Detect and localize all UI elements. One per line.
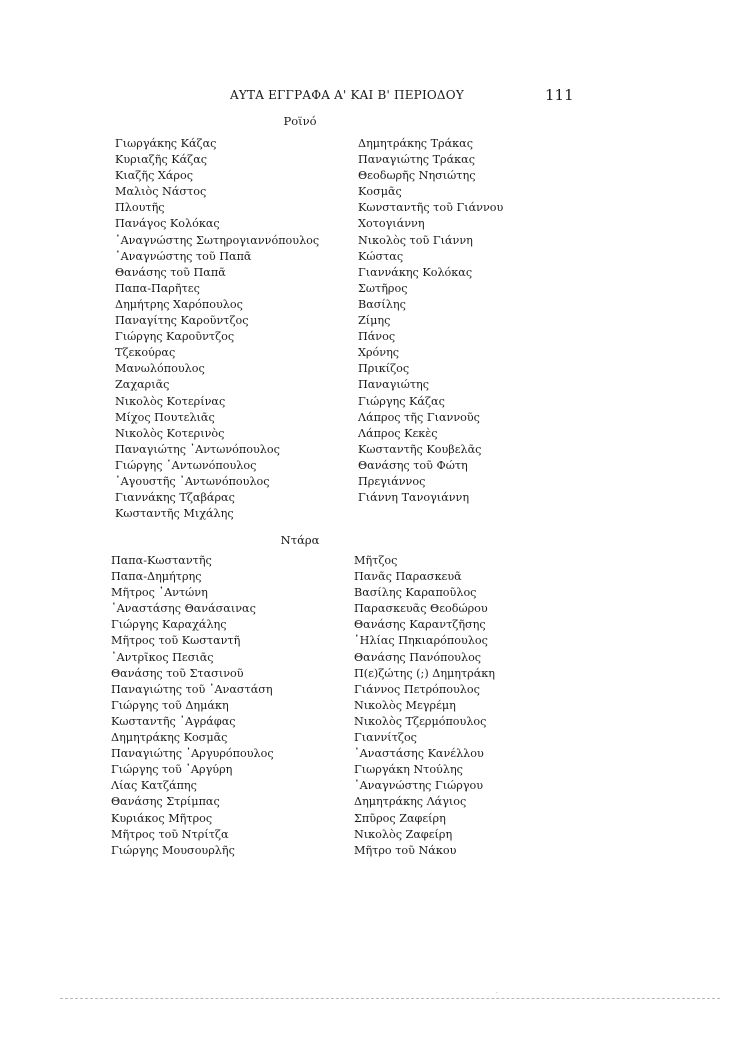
name-entry: Μίχος Πουτελιᾶς	[115, 410, 215, 424]
name-entry: Λίας Κατζάπης	[111, 779, 197, 793]
name-entry: Χοτογιάννη	[358, 217, 425, 231]
page-header	[0, 88, 744, 108]
name-entry: Παρασκευᾶς Θεοδώρου	[354, 602, 488, 616]
name-entry: Πανᾶς Παρασκευᾶ	[354, 570, 462, 584]
name-entry: Πρικίζος	[358, 362, 410, 376]
name-entry: Νικολὸς Ζαφείρη	[354, 827, 453, 841]
name-entry: Πλουτῆς	[115, 201, 165, 215]
name-entry: Δημητράκης Τράκας	[358, 137, 473, 150]
section-title-roino: Ροϊνό	[283, 114, 317, 128]
ntara-left-column	[111, 553, 274, 859]
name-entry: Κοσμᾶς	[358, 185, 402, 199]
name-entry: ᾽Αναγνώστης Σωτηρογιαννόπουλος	[115, 233, 320, 247]
name-entry: Γιώργης τοῦ Δημάκη	[111, 698, 229, 712]
name-entry: Μῆτρο τοῦ Νάκου	[354, 843, 457, 857]
name-entry: Κωσταντῆς ᾽Αγράφας	[111, 714, 236, 728]
footer-mark: ·	[496, 990, 498, 997]
running-title: ΑΥΤΑ ΕΓΓΡΑΦΑ Α' ΚΑΙ Β' ΠΕΡΙΟΔΟΥ	[230, 88, 464, 102]
name-entry: Μῆτρος ᾽Αντώνη	[111, 586, 208, 600]
name-entry: Κυριάκος Μῆτρος	[111, 811, 213, 825]
name-entry: Θανάσης τοῦ Φώτη	[358, 458, 468, 472]
name-entry: Λάπρος τῆς Γιαννοῦς	[358, 410, 480, 424]
name-entry: ῾Ηλίας Πηκιαρόπουλος	[354, 634, 488, 648]
name-entry: Βασίλης	[358, 297, 406, 311]
name-entry: ᾽Αναστάσης Θανάσαινας	[111, 602, 256, 616]
name-entry: Γιαννίτζος	[354, 731, 417, 745]
name-entry: Γιαννάκης Τζαβάρας	[115, 491, 235, 505]
section-title-ntara: Ντάρα	[280, 533, 320, 547]
name-entry: Γιωργάκη Ντούλης	[354, 763, 463, 777]
name-entry: Νικολὸς Τζερμόπουλος	[354, 714, 487, 728]
name-entry: ᾽Αντρῖκος Πεσιᾶς	[111, 650, 214, 664]
name-entry: Γιώργης Κάζας	[358, 394, 445, 408]
name-entry: Παναγιώτης ᾽Αντωνόπουλος	[115, 442, 280, 456]
name-entry: ᾽Αναστάσης Κανέλλου	[354, 747, 484, 761]
name-entry: Κιαζῆς Χάρος	[115, 169, 193, 183]
name-entry: Μῆτζος	[354, 554, 398, 567]
name-entry: Πάνος	[358, 330, 396, 344]
name-entry: Παπα-Κωσταντῆς	[111, 554, 212, 567]
name-entry: Σπῦρος Ζαφείρη	[354, 811, 446, 825]
ntara-right-column	[354, 553, 495, 859]
name-entry: Τζεκούρας	[115, 346, 176, 360]
name-entry: Νικολὸς τοῦ Γιάννη	[358, 233, 473, 247]
name-entry: ᾽Αγουστῆς ᾽Αντωνόπουλος	[115, 474, 270, 488]
name-entry: Θανάσης Πανόπουλος	[354, 650, 482, 664]
name-entry: Θανάσης Καραντζῆσης	[354, 618, 486, 632]
name-entry: Θανάσης τοῦ Στασινοῦ	[111, 666, 244, 680]
name-entry: Παναγιώτης τοῦ ᾽Αναστάση	[111, 682, 273, 696]
page-number: 111	[545, 86, 574, 104]
name-entry: Γιώργης τοῦ ᾽Αργύρη	[111, 763, 233, 777]
footer-rule	[60, 998, 720, 999]
name-entry: Κωσταντῆς Μιχάλης	[115, 507, 234, 521]
name-entry: Γιώργης Καροῦντζος	[115, 330, 235, 344]
name-entry: Νικολὸς Μεγρέμη	[354, 698, 456, 712]
name-entry: Ζίμης	[358, 314, 391, 328]
name-entry: Χρόνης	[358, 346, 400, 360]
name-entry: Θεοδωρῆς Νησιώτης	[358, 169, 476, 183]
name-entry: Νικολὸς Κοτερίνας	[115, 394, 226, 408]
name-entry: Βασίλης Καραποῦλος	[354, 586, 477, 600]
name-entry: Θανάσης Στρίμπας	[111, 795, 220, 809]
name-entry: Κωνσταντῆς τοῦ Γιάννου	[358, 201, 504, 215]
name-entry: Δημήτρης Χαρόπουλος	[115, 297, 243, 311]
name-entry: Νικολὸς Κοτερινὸς	[115, 426, 225, 440]
name-entry: Παπα-Δημήτρης	[111, 570, 202, 584]
name-entry: Μῆτρος τοῦ Κωσταντῆ	[111, 634, 241, 648]
name-entry: Γιαννάκης Κολόκας	[358, 265, 473, 279]
name-entry: Μανωλόπουλος	[115, 362, 205, 376]
name-entry: Π(ε)ζώτης (;) Δημητράκη	[354, 666, 496, 680]
name-entry: Σωτῆρος	[358, 281, 408, 295]
name-entry: Παναγιώτης Τράκας	[358, 153, 475, 167]
name-entry: Πανάγος Κολόκας	[115, 217, 220, 231]
name-entry: Κυριαζῆς Κάζας	[115, 153, 208, 167]
name-entry: Γιώργης Καραχάλης	[111, 618, 227, 632]
roino-left-column	[115, 136, 319, 522]
name-entry: ᾽Αναγνώστης τοῦ Παπᾶ	[115, 249, 252, 263]
name-entry: Παπα-Παρῆτες	[115, 281, 200, 295]
name-entry: Παναγιώτης	[358, 378, 430, 392]
name-entry: Δημητράκης Λάγιος	[354, 795, 467, 809]
name-entry: Δημητράκης Κοσμᾶς	[111, 731, 228, 745]
name-entry: Ζαχαριᾶς	[115, 378, 170, 392]
name-entry: Γιώργης ᾽Αντωνόπουλος	[115, 458, 257, 472]
name-entry: Παναγιώτης ᾽Αργυρόπουλος	[111, 747, 274, 761]
name-entry: ᾽Αναγνώστης Γιώργου	[354, 779, 484, 793]
name-entry: Κωσταντῆς Κουβελᾶς	[358, 442, 482, 456]
name-entry: Γιώργης Μουσουρλῆς	[111, 843, 235, 857]
roino-right-column	[358, 136, 503, 506]
name-entry: Παναγίτης Καροῦντζος	[115, 314, 249, 328]
name-entry: Κώστας	[358, 249, 404, 263]
name-entry: Γιάννη Τανογιάννη	[358, 491, 470, 505]
name-entry: Γιάννος Πετρόπουλος	[354, 682, 480, 696]
name-entry: Λάπρος Κεκὲς	[358, 426, 438, 440]
name-entry: Μῆτρος τοῦ Ντρίτζα	[111, 827, 229, 841]
name-entry: Μαλιὸς Νάστος	[115, 185, 207, 199]
name-entry: Γιωργάκης Κάζας	[115, 137, 217, 150]
name-entry: Θανάσης τοῦ Παπᾶ	[115, 265, 226, 279]
name-entry: Πρεγιάννος	[358, 474, 426, 488]
